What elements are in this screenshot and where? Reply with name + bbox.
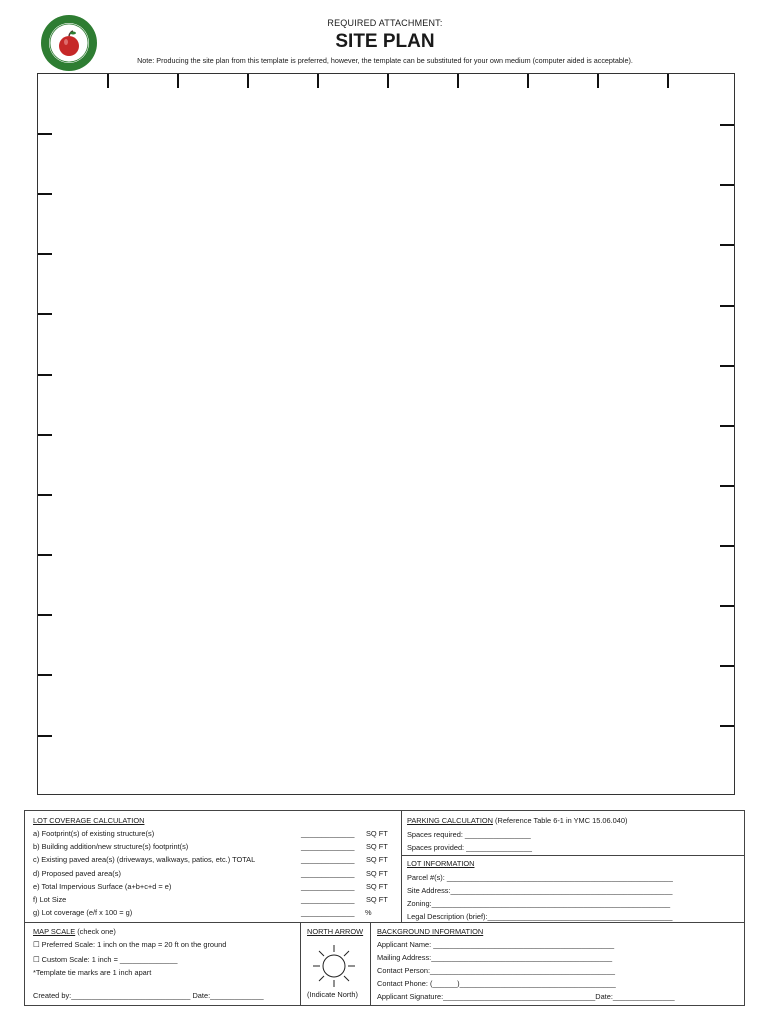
spaces-provided-field[interactable]: Spaces provided: ________________ <box>407 843 532 852</box>
sun-compass-icon[interactable] <box>312 944 356 988</box>
unit-sqft: SQ FT <box>366 895 388 904</box>
tie-mark <box>597 74 599 88</box>
tie-mark <box>177 74 179 88</box>
tie-mark <box>38 554 52 556</box>
tie-mark <box>38 614 52 616</box>
lot-coverage-label-f: f) Lot Size <box>33 895 67 904</box>
map-scale-suffix: (check one) <box>75 927 116 936</box>
contact-person-field[interactable]: Contact Person:_____________________________________________ <box>377 966 615 975</box>
lot-coverage-label-g: g) Lot coverage (e/f x 100 = g) <box>33 908 133 917</box>
created-by-field[interactable]: Created by:_____________________________ Date:_____________ <box>33 991 264 1000</box>
tie-mark-note: *Template tie marks are 1 inch apart <box>33 968 152 977</box>
required-attachment-label: REQUIRED ATTACHMENT: <box>327 18 443 28</box>
unit-sqft: SQ FT <box>366 882 388 891</box>
tie-mark <box>720 545 734 547</box>
tie-mark <box>38 674 52 676</box>
preferred-scale-checkbox[interactable]: ☐ Preferred Scale: 1 inch on the map = 20 ft on the ground <box>33 940 227 949</box>
unit-sqft: SQ FT <box>366 855 388 864</box>
tie-mark <box>38 735 52 737</box>
tie-mark <box>247 74 249 88</box>
lot-coverage-label-e: e) Total Impervious Surface (a+b+c+d = e) <box>33 882 172 891</box>
tie-mark <box>38 133 52 135</box>
parcel-field[interactable]: Parcel #(s): _______________________________________________________ <box>407 873 673 882</box>
applicant-signature-field[interactable]: Applicant Signature:_____________________________________Date:_______________ <box>377 992 675 1001</box>
spaces-required-field[interactable]: Spaces required: ________________ <box>407 830 531 839</box>
parking-heading: PARKING CALCULATION <box>407 816 493 825</box>
map-scale-heading: MAP SCALE <box>33 927 76 936</box>
tie-mark <box>720 485 734 487</box>
tie-mark <box>720 305 734 307</box>
lot-coverage-heading: LOT COVERAGE CALCULATION <box>33 816 145 825</box>
unit-sqft: SQ FT <box>366 842 388 851</box>
north-arrow-caption: (Indicate North) <box>307 990 358 999</box>
lot-coverage-input-c[interactable]: _____________ <box>301 855 355 864</box>
tie-mark <box>38 434 52 436</box>
tie-mark <box>667 74 669 88</box>
tie-mark <box>457 74 459 88</box>
custom-scale-checkbox[interactable]: ☐ Custom Scale: 1 inch = ______________ <box>33 955 178 964</box>
legal-description-field[interactable]: Legal Description (brief):_____________________________________________ <box>407 912 673 921</box>
lot-coverage-label-a: a) Footprint(s) of existing structure(s) <box>33 829 155 838</box>
tie-mark <box>317 74 319 88</box>
lot-coverage-input-b[interactable]: _____________ <box>301 842 355 851</box>
unit-percent: % <box>365 908 372 917</box>
site-address-field[interactable]: Site Address:______________________________________________________ <box>407 886 673 895</box>
tie-mark <box>720 184 734 186</box>
lot-coverage-label-b: b) Building addition/new structure(s) footprint(s) <box>33 842 189 851</box>
tie-mark <box>720 244 734 246</box>
page-title: SITE PLAN <box>335 31 435 52</box>
tie-mark <box>527 74 529 88</box>
tie-mark <box>720 425 734 427</box>
tie-mark <box>38 253 52 255</box>
background-heading: BACKGROUND INFORMATION <box>377 927 484 936</box>
parking-heading-row <box>407 817 627 824</box>
unit-sqft: SQ FT <box>366 869 388 878</box>
lot-info-heading: LOT INFORMATION <box>407 859 475 868</box>
tie-mark <box>720 605 734 607</box>
contact-phone-field[interactable]: Contact Phone: (______)______________________________________ <box>377 979 616 988</box>
lot-coverage-input-e[interactable]: _____________ <box>301 882 355 891</box>
lot-coverage-label-d: d) Proposed paved area(s) <box>33 869 121 878</box>
lot-coverage-input-f[interactable]: _____________ <box>301 895 355 904</box>
map-scale-heading-row <box>33 928 116 935</box>
lot-coverage-label-c: c) Existing paved area(s) (driveways, walkways, patios, etc.) TOTAL <box>33 855 256 864</box>
tie-mark <box>107 74 109 88</box>
applicant-name-field[interactable]: Applicant Name: ____________________________________________ <box>377 940 615 949</box>
tie-mark <box>38 193 52 195</box>
lot-coverage-input-d[interactable]: _____________ <box>301 869 355 878</box>
lot-coverage-input-g[interactable]: _____________ <box>301 908 355 917</box>
tie-mark <box>720 725 734 727</box>
tie-mark <box>38 374 52 376</box>
unit-sqft: SQ FT <box>366 829 388 838</box>
tie-mark <box>720 365 734 367</box>
parking-reference: (Reference Table 6-1 in YMC 15.06.040) <box>492 816 628 825</box>
tie-mark <box>387 74 389 88</box>
template-note: Note: Producing the site plan from this template is preferred, however, the template can be substituted for your own medium (computer aided is acceptable). <box>137 56 633 65</box>
north-arrow-heading: NORTH ARROW <box>307 927 364 936</box>
information-form <box>24 810 745 1006</box>
lot-coverage-input-a[interactable]: _____________ <box>301 829 355 838</box>
tie-mark <box>38 313 52 315</box>
site-plan-drawing-area[interactable] <box>37 73 735 795</box>
tie-mark <box>38 494 52 496</box>
mailing-address-field[interactable]: Mailing Address:____________________________________________ <box>377 953 613 962</box>
tie-mark <box>720 665 734 667</box>
tie-mark <box>720 124 734 126</box>
zoning-field[interactable]: Zoning:__________________________________________________________ <box>407 899 671 908</box>
